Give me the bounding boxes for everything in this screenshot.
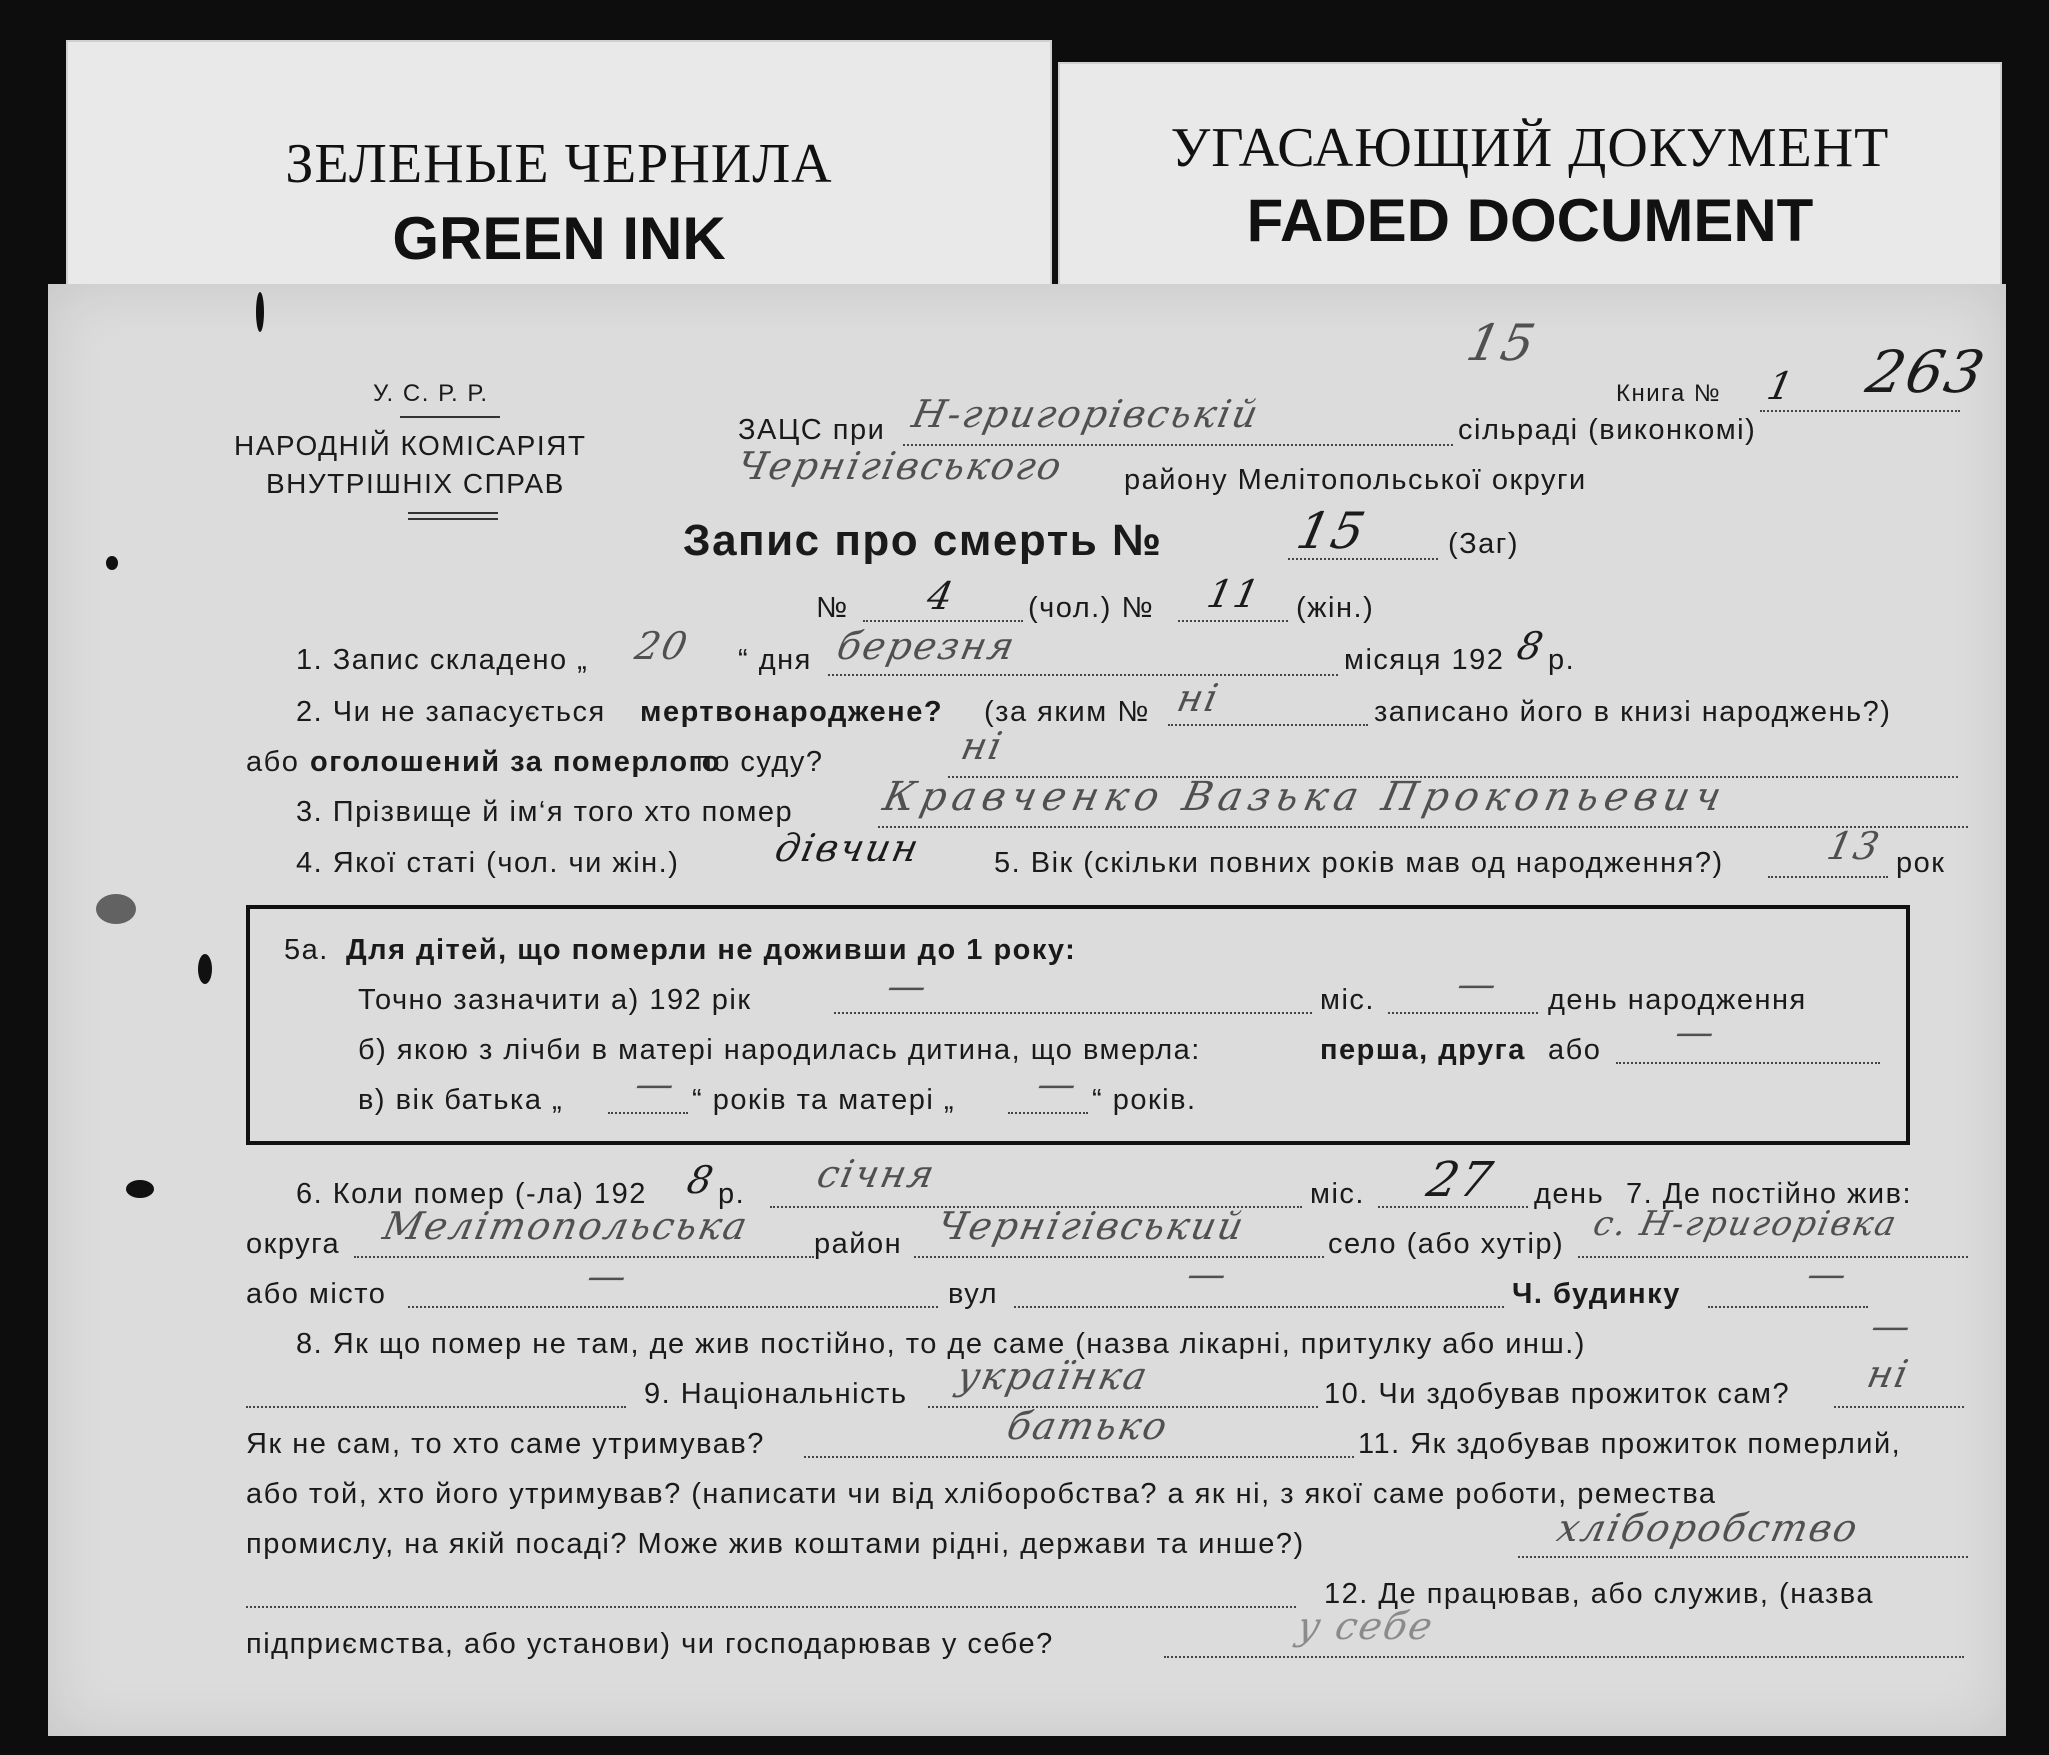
punch-hole-mark <box>198 954 212 984</box>
field-5a-c-mother-label: “ років та матері „ <box>692 1084 956 1116</box>
field-6-year-handwritten: 8 <box>683 1158 719 1202</box>
field-5a-a-month-line <box>1388 1012 1538 1014</box>
field-11-question-cont: промислу, на якій посаді? Може жив коштами рідні, держави та инше?) <box>246 1528 1305 1560</box>
punch-hole-mark <box>96 894 136 924</box>
field-2-suffix: записано його в книзі народжень?) <box>1374 696 1892 728</box>
field-1-month-handwritten: березня <box>833 624 1021 668</box>
field-5-age-line <box>1768 876 1888 878</box>
field-4-sex-handwritten: дівчин <box>771 826 925 870</box>
field-3-name-line <box>878 826 1968 828</box>
male-number-label: № <box>816 592 849 624</box>
district-handwritten: Чернігівського <box>733 444 1068 488</box>
field-5a-b-line <box>1616 1062 1880 1064</box>
field-10b-line <box>804 1456 1354 1458</box>
field-3-name-handwritten: Кравченко Вазька Прокопьевич <box>879 774 1732 820</box>
field-7-raion-line <box>914 1256 1324 1258</box>
field-5a-a-label: Точно зазначити а) 192 рік <box>358 984 752 1016</box>
commissariat-line-1: НАРОДНІЙ КОМІСАРІЯТ <box>234 430 587 461</box>
field-7-raion-handwritten: Чернігівський <box>933 1204 1250 1248</box>
field-7-selo-label: село (або хутір) <box>1328 1228 1565 1260</box>
field-8-continuation-line <box>246 1406 626 1408</box>
field-7-vul-label: вул <box>948 1278 999 1310</box>
field-7-budynok-handwritten: — <box>1803 1252 1853 1296</box>
field-5a-b-end: або <box>1548 1034 1602 1066</box>
field-12-handwritten: у себе <box>1293 1604 1439 1648</box>
field-5a-a-handwritten: — <box>883 964 933 1008</box>
field-1-year-handwritten: 8 <box>1513 624 1549 668</box>
field-10b-handwritten: батько <box>1003 1404 1173 1448</box>
label-faded-document-en: FADED DOCUMENT <box>1246 187 1814 254</box>
field-7-okruga-line <box>354 1256 814 1258</box>
field-7-okruga-handwritten: Мелітопольська <box>379 1204 753 1248</box>
field-12-line <box>1164 1656 1964 1658</box>
field-9-handwritten: українка <box>953 1354 1153 1398</box>
field-3-label: 3. Прізвище й ім‘я того хто помер <box>296 796 794 828</box>
zags-suffix: сільраді (виконкомі) <box>1458 414 1757 446</box>
field-7-misto-label: або місто <box>246 1278 387 1310</box>
field-7-okruga-label: округа <box>246 1228 341 1260</box>
field-2-court: по суду? <box>696 746 824 778</box>
field-12-question: підприємства, або установи) чи господарював у себе? <box>246 1628 1054 1660</box>
field-6-day-line <box>1378 1206 1528 1208</box>
field-4-label: 4. Якої статі (чол. чи жін.) <box>296 847 680 879</box>
field-6-day-handwritten: 27 <box>1422 1152 1500 1208</box>
male-number-line <box>863 620 1023 622</box>
field-1-day-suffix: “ дня <box>738 644 812 676</box>
field-6-label: 6. Коли помер (-ла) 192 <box>296 1178 647 1210</box>
record-title: Запис про смерть № <box>683 516 1163 565</box>
field-5a-c-father-line <box>608 1112 688 1114</box>
ussr-header: У. С. Р. Р. <box>373 380 489 407</box>
label-faded-document <box>1058 62 2002 306</box>
field-11-question: або той, хто його утримував? (написати чи від хліборобства? а як ні, з якої саме роботи, ремества <box>246 1478 1717 1510</box>
field-5a-a-month-handwritten: — <box>1453 962 1503 1006</box>
field-1-month-line <box>828 674 1338 676</box>
field-2-stillborn: мертвонароджене? <box>640 696 944 728</box>
field-7-label: 7. Де постійно жив: <box>1626 1178 1913 1210</box>
field-7-selo-handwritten: с. Н-григорівка <box>1589 1204 1902 1244</box>
field-7-vul-line <box>1014 1306 1504 1308</box>
header-divider <box>408 512 498 514</box>
field-5-label: 5. Вік (скільки повних років мав од народження?) <box>994 847 1724 879</box>
book-label: Книга № <box>1616 380 1722 407</box>
field-11-line <box>1518 1556 1968 1558</box>
male-label: (чол.) № <box>1028 592 1155 624</box>
punch-hole-mark <box>106 556 118 570</box>
field-8-label: 8. Як що помер не там, де жив постійно, то де саме (назва лікарні, притулку або инш.) <box>296 1328 1586 1360</box>
punch-hole-mark <box>126 1180 154 1198</box>
label-green-ink <box>66 40 1052 306</box>
field-5-unit: рок <box>1896 847 1946 879</box>
field-11-continuation-line <box>246 1606 1296 1608</box>
field-2-number-handwritten: ні <box>1173 676 1224 720</box>
field-7-budynok-label: Ч. будинку <box>1512 1278 1681 1310</box>
field-5a-title: Для дітей, що померли не доживши до 1 року: <box>346 934 1077 966</box>
label-green-ink-ru: ЗЕЛЕНЫЕ ЧЕРНИЛА <box>285 133 833 195</box>
field-2-label: 2. Чи не запасується <box>296 696 606 728</box>
field-7-misto-handwritten: — <box>583 1254 633 1298</box>
death-record-form <box>48 284 2006 1736</box>
field-10-label: 10. Чи здобував прожиток сам? <box>1324 1378 1791 1410</box>
record-suffix: (Заг) <box>1448 528 1520 560</box>
record-number-line <box>1288 558 1438 560</box>
field-5a-c-mother-line <box>1008 1112 1088 1114</box>
field-12-label: 12. Де працював, або служив, (назва <box>1324 1578 1875 1610</box>
label-green-ink-en: GREEN INK <box>392 205 726 272</box>
field-5a-c-label: в) вік батька „ <box>358 1084 564 1116</box>
field-6-year-suffix: р. <box>718 1178 746 1210</box>
zags-village-handwritten: Н-григорівській <box>908 392 1264 436</box>
female-number-handwritten: 11 <box>1203 572 1266 616</box>
field-2-number-label: (за яким № <box>984 696 1150 728</box>
field-7-raion-label: район <box>814 1228 903 1260</box>
field-7-selo-line <box>1578 1256 1968 1258</box>
field-11-label: 11. Як здобував прожиток померлий, <box>1358 1428 1902 1460</box>
female-label: (жін.) <box>1296 592 1375 624</box>
page-number-handwritten: 263 <box>1860 338 1992 406</box>
field-10b-label: Як не сам, то хто саме утримував? <box>246 1428 765 1460</box>
field-5a-b-handwritten: — <box>1671 1010 1721 1054</box>
field-11-handwritten: хліборобство <box>1553 1506 1864 1550</box>
field-9-label: 9. Національність <box>644 1378 908 1410</box>
record-number-handwritten: 15 <box>1291 502 1372 560</box>
male-number-handwritten: 4 <box>923 574 959 618</box>
punch-hole-mark <box>256 292 264 332</box>
book-number-line <box>1760 410 1960 412</box>
field-10-line <box>1834 1406 1964 1408</box>
field-2-or: або <box>246 746 300 778</box>
field-1-label: 1. Запис складено „ <box>296 644 589 676</box>
field-5a-a-line <box>834 1012 1312 1014</box>
field-10-handwritten: ні <box>1863 1352 1914 1396</box>
field-5a-c-end: “ років. <box>1092 1084 1197 1116</box>
field-5a-c-father-handwritten: — <box>631 1062 681 1106</box>
field-2-number-line <box>1168 724 1368 726</box>
field-2-declared: оголошений за померлого <box>310 746 721 778</box>
field-2-court-handwritten: ні <box>957 724 1008 768</box>
female-number-line <box>1178 620 1288 622</box>
header-divider <box>408 518 498 520</box>
field-7-misto-line <box>408 1306 938 1308</box>
field-6-day-label: день <box>1534 1178 1605 1210</box>
field-7-budynok-line <box>1708 1306 1868 1308</box>
field-5a-a-month-label: міс. <box>1320 984 1375 1016</box>
field-6-month-handwritten: січня <box>813 1152 940 1196</box>
book-number-handwritten: 1 <box>1763 364 1799 408</box>
field-7-vul-handwritten: — <box>1183 1252 1233 1296</box>
header-divider <box>400 416 500 418</box>
label-faded-document-ru: УГАСАЮЩИЙ ДОКУМЕНТ <box>1170 117 1890 179</box>
field-1-day-handwritten: 20 <box>631 624 694 668</box>
field-8-handwritten: — <box>1867 1304 1917 1348</box>
field-5a-b-bold: перша, друга <box>1320 1034 1526 1066</box>
field-5a-a-end: день народження <box>1548 984 1807 1016</box>
field-5a-number: 5а. <box>284 934 329 966</box>
top-mark-handwritten: 15 <box>1461 314 1542 372</box>
field-5a-b-label: б) якою з лічби в матері народилась дитина, що вмерла: <box>358 1034 1201 1066</box>
field-1-year-label: місяця 192 <box>1344 644 1505 676</box>
field-5-age-handwritten: 13 <box>1823 824 1886 868</box>
commissariat-line-2: ВНУТРІШНІХ СПРАВ <box>266 468 565 499</box>
field-1-year-suffix: р. <box>1548 644 1576 676</box>
district-suffix: району Мелітопольської округи <box>1124 464 1587 496</box>
field-6-month-label: міс. <box>1310 1178 1365 1210</box>
zags-prefix: ЗАЦС при <box>738 414 886 446</box>
field-5a-c-mother-handwritten: — <box>1033 1062 1083 1106</box>
